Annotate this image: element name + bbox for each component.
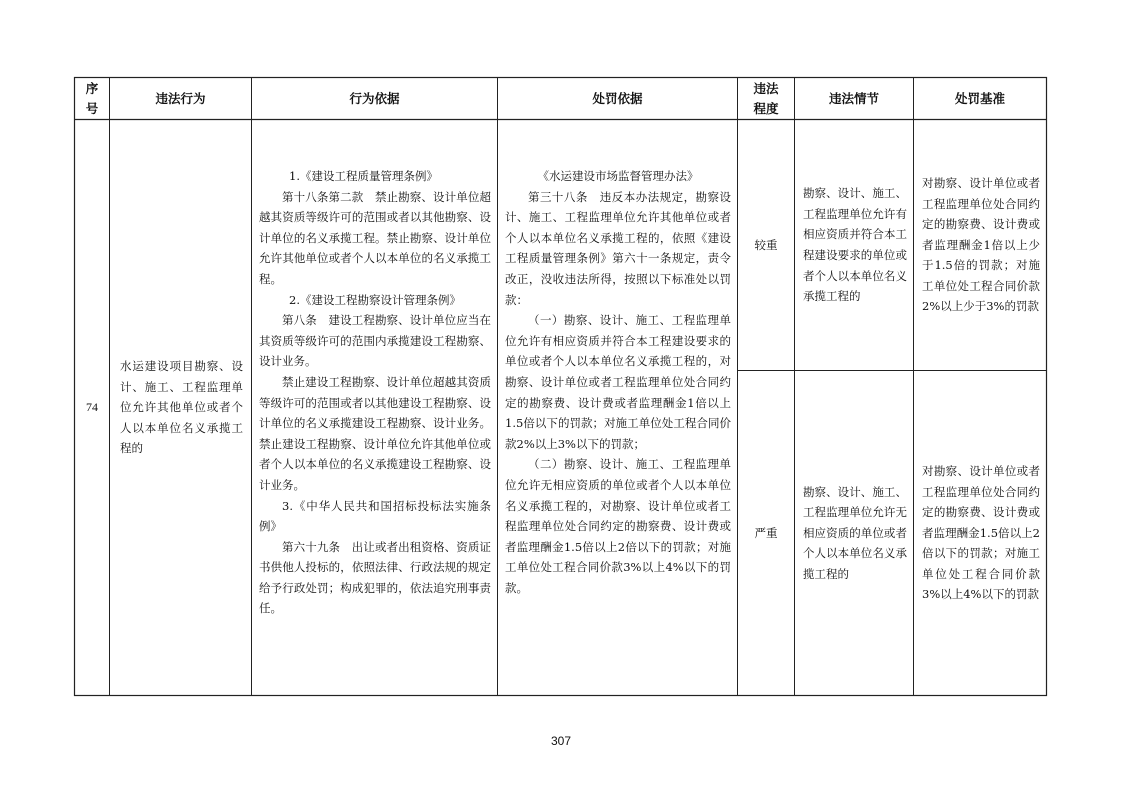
violation-text: 水运建设项目勘察、设计、施工、工程监理单位允许其他单位或者个人以本单位名义承揽工程的 xyxy=(120,359,243,456)
circumstance-level-1 xyxy=(795,120,913,370)
header-degree: 违法程度 xyxy=(753,80,779,116)
header-behavior-basis: 行为依据 xyxy=(349,91,400,106)
behavior-basis-title-1: 1.《建设工程质量管理条例》 xyxy=(289,169,438,183)
standard-level-2-text: 对勘察、设计单位或者工程监理单位处合同约定的勘察费、设计费或者监理酬金1.5倍以上2倍以下的罚款；对施工单位处工程合同价款3%以上4%以下的罚款 xyxy=(922,463,1040,602)
header-penalty-standard: 处罚基准 xyxy=(954,91,1005,106)
penalty-basis-cell xyxy=(498,166,737,598)
standard-level-2 xyxy=(914,371,1046,695)
behavior-basis-para-3: 禁止建设工程勘察、设计单位超越其资质等级许可的范围或者以其他建设工程勘察、设计单位的名义承揽建设工程勘察、设计业务。禁止建设工程勘察、设计单位允许其他单位或者个人以本单位的名义承揽建设工程勘察、设计业务。 xyxy=(259,374,491,492)
header-circumstance: 违法情节 xyxy=(828,91,879,106)
behavior-basis-para-1: 第十八条第二款 禁止勘察、设计单位超越其资质等级许可的范围或者以其他勘察、设计单位的名义承揽工程。禁止勘察、设计单位允许其他单位或者个人以本单位的名义承揽工程。 xyxy=(259,189,491,286)
penalty-basis-para-3: （二）勘察、设计、施工、工程监理单位允许无相应资质的单位或者个人以本单位名义承揽工程的，对勘察、设计单位或者工程监理单位处合同约定的勘察费、设计费或者监理酬金1.5倍以上2倍以下的罚款；对施工单位处工程合同价款3%以上4%以下的罚款。 xyxy=(505,457,731,595)
violation-cell xyxy=(110,120,251,695)
circumstance-level-2 xyxy=(795,371,913,695)
degree-level-1: 较重 xyxy=(754,237,778,252)
degree-level-2: 严重 xyxy=(754,525,778,540)
page-number: 307 xyxy=(550,734,572,748)
penalty-basis-para-1: 第三十八条 违反本办法规定，勘察设计、施工、工程监理单位允许其他单位或者个人以本单位名义承揽工程的，依照《建设工程质量管理条例》第六十一条规定，责令改正，没收违法所得，按照以下标准处以罚款： xyxy=(505,189,731,307)
standard-level-1 xyxy=(914,120,1046,370)
standard-level-1-text: 对勘察、设计单位或者工程监理单位处合同约定的勘察费、设计费或者监理酬金1倍以上少于1.5倍的罚款；对施工单位处工程合同价款2%以上少于3%的罚款 xyxy=(922,175,1040,314)
behavior-basis-para-2: 第八条 建设工程勘察、设计单位应当在其资质等级许可的范围内承揽建设工程勘察、设计业务。 xyxy=(259,313,491,369)
behavior-basis-title-3: 3.《中华人民共和国招标投标法实施条例》 xyxy=(259,498,491,534)
header-violation: 违法行为 xyxy=(155,91,206,106)
penalty-basis-title: 《水运建设市场监督管理办法》 xyxy=(537,169,699,183)
penalty-basis-para-2: （一）勘察、设计、施工、工程监理单位允许有相应资质并符合本工程建设要求的单位或者个人以本单位名义承揽工程的，对勘察、设计单位或者工程监理单位处合同约定的勘察费、设计费或者监理酬金1倍以上1.5倍以下的罚款；对施工单位处工程合同价款2%以上3%以下的罚款； xyxy=(505,313,731,451)
behavior-basis-title-2: 2.《建设工程勘察设计管理条例》 xyxy=(289,292,461,307)
header-penalty-basis: 处罚依据 xyxy=(592,91,643,106)
header-index: 序号 xyxy=(85,80,99,116)
row-index: 74 xyxy=(86,400,98,415)
behavior-basis-para-4: 第六十九条 出让或者出租资格、资质证书供他人投标的，依照法律、行政法规的规定给予行政处罚；构成犯罪的，依法追究刑事责任。 xyxy=(259,539,491,616)
behavior-basis-cell xyxy=(252,166,497,619)
circumstance-level-2-text: 勘察、设计、施工、工程监理单位允许无相应资质的单位或者个人以本单位名义承揽工程的 xyxy=(803,484,907,581)
circumstance-level-1-text: 勘察、设计、施工、工程监理单位允许有相应资质并符合本工程建设要求的单位或者个人以本单位名义承揽工程的 xyxy=(803,186,907,304)
